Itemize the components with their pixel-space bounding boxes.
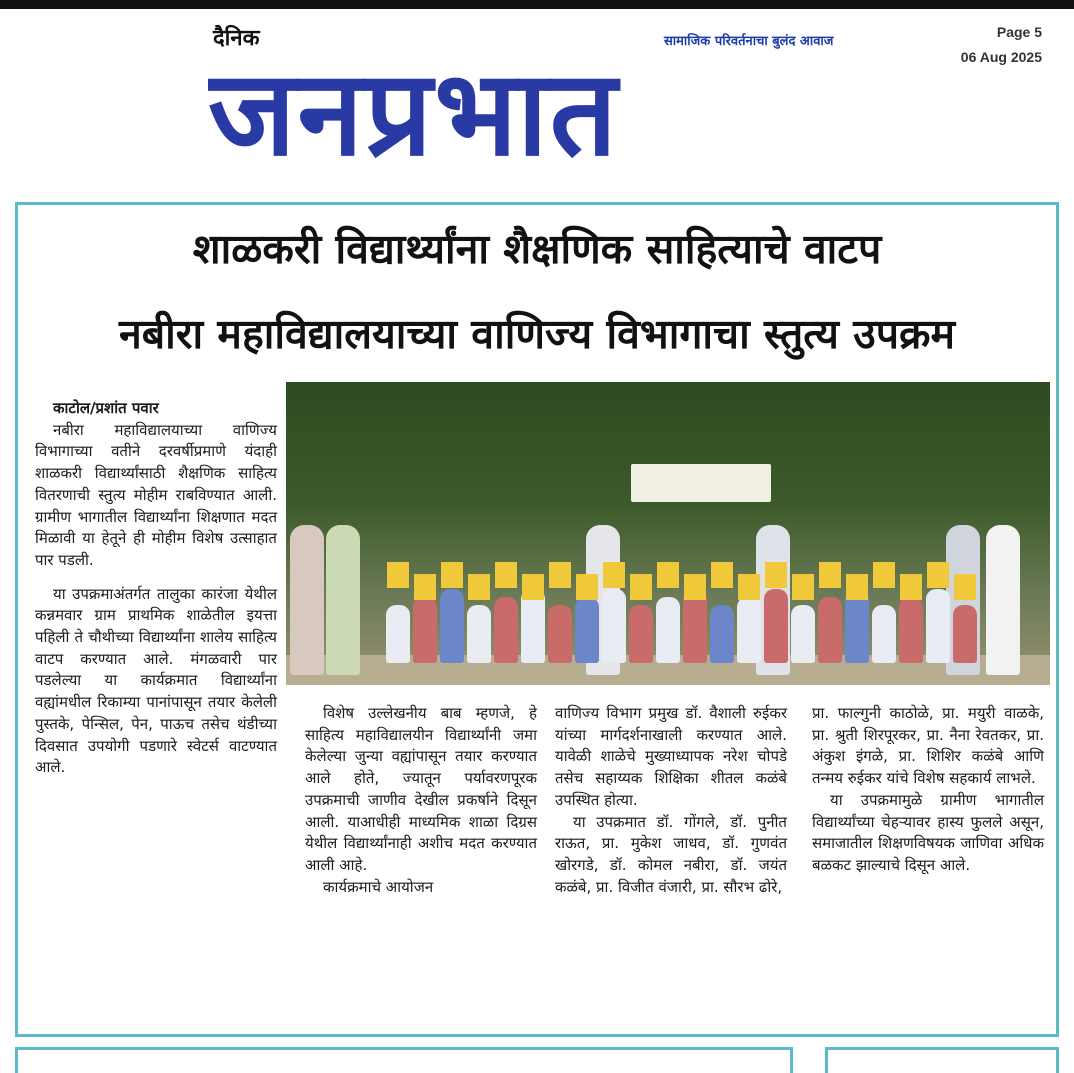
photo-book <box>684 574 706 600</box>
page-info <box>961 20 1042 70</box>
byline: काटोल/प्रशांत पवार <box>53 399 159 417</box>
photo-child-figure <box>791 605 815 663</box>
paragraph: या उपक्रमात डॉ. गोंगले, डॉ. पुनीत राऊत, प्रा. मुकेश जाधव, डॉ. गुणवंत खोरगडे, डॉ. कोमल नबीरा, डॉ. जयंत कळंबे, प्रा. विजीत वंजारी, प्रा. सौरभ ढोरे, <box>555 812 787 896</box>
masthead-daily-label: दैनिक <box>213 26 260 51</box>
photo-book <box>765 562 787 588</box>
paragraph: या उपक्रमाअंतर्गत तालुका कारंजा येथील कन्नमवार ग्राम प्राथमिक शाळेतील इयत्ता पहिली ते चौथीच्या विद्यार्थ्यांना शालेय साहित्य वाटप करण्यात आले. मंगळवारी पार पडलेल्या या कार्यक्रमात विद्यार्थ्यांना वह्यांमधील रिकाम्या पानांपासून तयार केलेली पुस्तके, पेन्सिल, पेन, पाऊच तसेच थंडीच्या दिवसात उपयोगी पडणारे स्वेटर्स वाटण्यात आले. <box>35 584 277 777</box>
paragraph: वाणिज्य विभाग प्रमुख डॉ. वैशाली रुईकर यांच्या मार्गदर्शनाखाली करण्यात आले. यावेळी शाळेचे मुख्याध्यापक नरेश चोपडे तसेच सहाय्यक शिक्षिका शीतल कळंबे उपस्थित होत्या. <box>555 704 787 809</box>
photo-book <box>738 574 760 600</box>
paragraph: या उपक्रमामुळे ग्रामीण भागातील विद्यार्थ्यांच्या चेहऱ्यावर हास्य फुलले असून, समाजातील शिक्षणविषयक जाणिवा अधिक बळकट झाल्याचे दिसून आले. <box>812 790 1044 874</box>
photo-book <box>414 574 436 600</box>
masthead-tagline: सामाजिक परिवर्तनाचा बुलंद आवाज <box>664 34 834 49</box>
top-border <box>0 0 1074 9</box>
article-column-4 <box>812 703 1044 877</box>
photo-adult-figure <box>290 525 324 675</box>
photo-child-figure <box>602 589 626 663</box>
photo-book <box>549 562 571 588</box>
photo-child-figure <box>413 597 437 663</box>
photo-book <box>873 562 895 588</box>
photo-book <box>468 574 490 600</box>
photo-child-figure <box>548 605 572 663</box>
subheadline: नबीरा महाविद्यालयाच्या वाणिज्य विभागाचा स्तुत्य उपक्रम <box>118 310 956 358</box>
photo-book <box>522 574 544 600</box>
photo-adult-figure <box>986 525 1020 675</box>
photo-child-figure <box>926 589 950 663</box>
photo-book <box>927 562 949 588</box>
photo-book <box>576 574 598 600</box>
photo-banner <box>631 464 771 502</box>
next-article-frame-right <box>825 1047 1059 1073</box>
article-column-1 <box>35 398 277 779</box>
photo-child-figure <box>494 597 518 663</box>
photo-book <box>495 562 517 588</box>
next-article-frame-left <box>15 1047 793 1073</box>
newspaper-logo: जनप्रभात <box>208 44 619 182</box>
photo-book <box>819 562 841 588</box>
article-column-3 <box>555 703 787 898</box>
paragraph: प्रा. फाल्गुनी काठोळे, प्रा. मयुरी वाळके, प्रा. श्रुती शिरपूरकर, प्रा. नैना रेवतकर, प्रा. अंकुश इंगळे, प्रा. शिशिर कळंबे आणि तन्मय रुईकर यांचे विशेष सहकार्य लाभले. <box>812 704 1044 788</box>
photo-child-figure <box>656 597 680 663</box>
photo-book <box>441 562 463 588</box>
photo-child-figure <box>521 589 545 663</box>
photo-book <box>603 562 625 588</box>
article-column-2 <box>305 703 537 898</box>
photo-child-figure <box>683 589 707 663</box>
photo-child-figure <box>953 605 977 663</box>
photo-book <box>657 562 679 588</box>
event-photo <box>286 382 1050 685</box>
photo-child-figure <box>575 597 599 663</box>
photo-adult-figure <box>326 525 360 675</box>
headline: शाळकरी विद्यार्थ्यांना शैक्षणिक साहित्याचे वाटप <box>192 225 882 273</box>
photo-child-figure <box>872 605 896 663</box>
photo-child-figure <box>737 597 761 663</box>
photo-child-figure <box>386 605 410 663</box>
photo-book <box>900 574 922 600</box>
photo-book <box>954 574 976 600</box>
photo-child-figure <box>629 605 653 663</box>
photo-child-figure <box>818 597 842 663</box>
page-number: Page 5 <box>996 24 1042 40</box>
photo-child-figure <box>440 589 464 663</box>
paragraph: नबीरा महाविद्यालयाच्या वाणिज्य विभागाच्या वतीने दरवर्षीप्रमाणे यंदाही शाळकरी विद्यार्थ्यांसाठी शैक्षणिक साहित्य वितरणाची स्तुत्य मोहीम राबविण्यात आली. ग्रामीण भागातील विद्यार्थ्यांना शिक्षणात मदत मिळावी या हेतूने ही मोहीम विशेष उत्साहात पार पडली. <box>35 420 277 569</box>
photo-child-figure <box>899 597 923 663</box>
paragraph: कार्यक्रमाचे आयोजन <box>323 877 434 896</box>
photo-book <box>792 574 814 600</box>
page-date: 06 Aug 2025 <box>960 49 1042 65</box>
photo-book <box>630 574 652 600</box>
photo-child-figure <box>845 589 869 663</box>
paragraph: विशेष उल्लेखनीय बाब म्हणजे, हे साहित्य महाविद्यालयीन विद्यार्थ्यांनी जमा केलेल्या जुन्या वह्यांपासून तयार करण्यात आले होते, ज्यातून पर्यावरणपूरक उपक्रमाची जाणीव देखील प्रकर्षाने दिसून आली. याआधीही माध्यमिक शाळा दिग्रस येथील विद्यार्थ्यांनाही अशीच मदत करण्यात आली आहे. <box>305 704 537 874</box>
photo-book <box>711 562 733 588</box>
photo-book <box>387 562 409 588</box>
photo-book <box>846 574 868 600</box>
photo-child-figure <box>764 589 788 663</box>
photo-child-figure <box>467 605 491 663</box>
photo-child-figure <box>710 605 734 663</box>
